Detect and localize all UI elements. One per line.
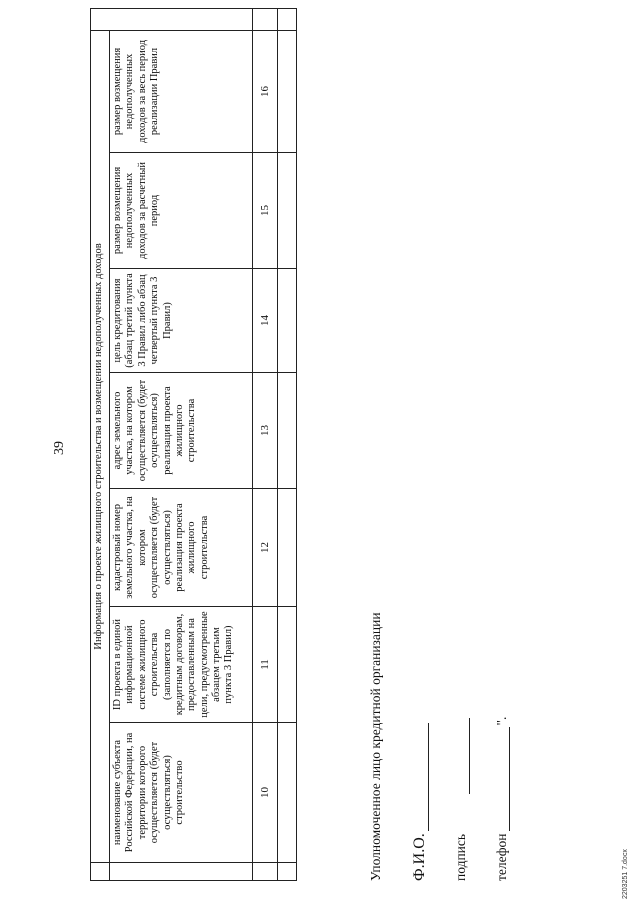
column-number-13: 13 [253,373,278,489]
section-header: Информация о проекте жилищного строительства и возмещении недополученных доходов [91,30,110,862]
column-header-11: ID проекта в единой информационной системе жилищного строительства (заполняется по кредитным договорам, предоставленным на цели, предусмотренные абзацем третьим пункта 3 Правил) [110,607,253,723]
empty-cell [278,153,297,269]
empty-cell [91,8,253,30]
empty-cell [278,863,297,881]
empty-cell [278,607,297,723]
empty-cell [91,863,110,881]
empty-cell [278,269,297,373]
column-header-14: цель кредитования (абзац третий пункта 3 Правил либо абзац четвертый пункта 3 Правил) [110,269,253,373]
signature-title: Уполномоченное лицо кредитной организации [368,612,383,881]
signature-line [453,612,469,881]
column-number-12: 12 [253,489,278,607]
fio-underline [427,723,429,831]
column-number-11: 11 [253,607,278,723]
empty-cell [278,8,297,30]
document-filename: 2203251 7.docx [622,849,629,899]
phone-line [494,612,510,881]
phone-underline [508,727,510,831]
column-number-10: 10 [253,723,278,863]
fio-line [410,612,429,881]
signature-block [368,612,534,881]
empty-cell [278,723,297,863]
column-header-12: кадастровый номер земельного участка, на котором осуществляется (будет осуществляться) реализация проекта жилищного строительства [110,489,253,607]
empty-cell [253,863,278,881]
column-number-14: 14 [253,269,278,373]
column-number-16: 16 [253,30,278,152]
project-info-table [90,8,297,881]
column-header-16: размер возмещения недополученных доходов за весь период реализации Правил [110,30,253,152]
signature-label: подпись [453,833,469,881]
column-header-10: наименование субъекта Российской Федерации, на территории которого осуществляется (будет осуществляться) строительство [110,723,253,863]
fio-label: Ф.И.О. [411,833,429,881]
empty-cell [278,373,297,489]
empty-cell [278,489,297,607]
column-header-13: адрес земельного участка, на котором осуществляется (будет осуществляться) реализация проекта жилищного строительства [110,373,253,489]
empty-cell [278,30,297,152]
empty-cell [110,863,253,881]
empty-cell [253,8,278,30]
column-number-15: 15 [253,153,278,269]
column-header-15: размер возмещения недополученных доходов за расчетный период [110,153,253,269]
closing-quote: ". [493,716,509,726]
phone-label: телефон [493,833,509,881]
page-number: 39 [52,441,67,455]
signature-underline [468,718,470,794]
